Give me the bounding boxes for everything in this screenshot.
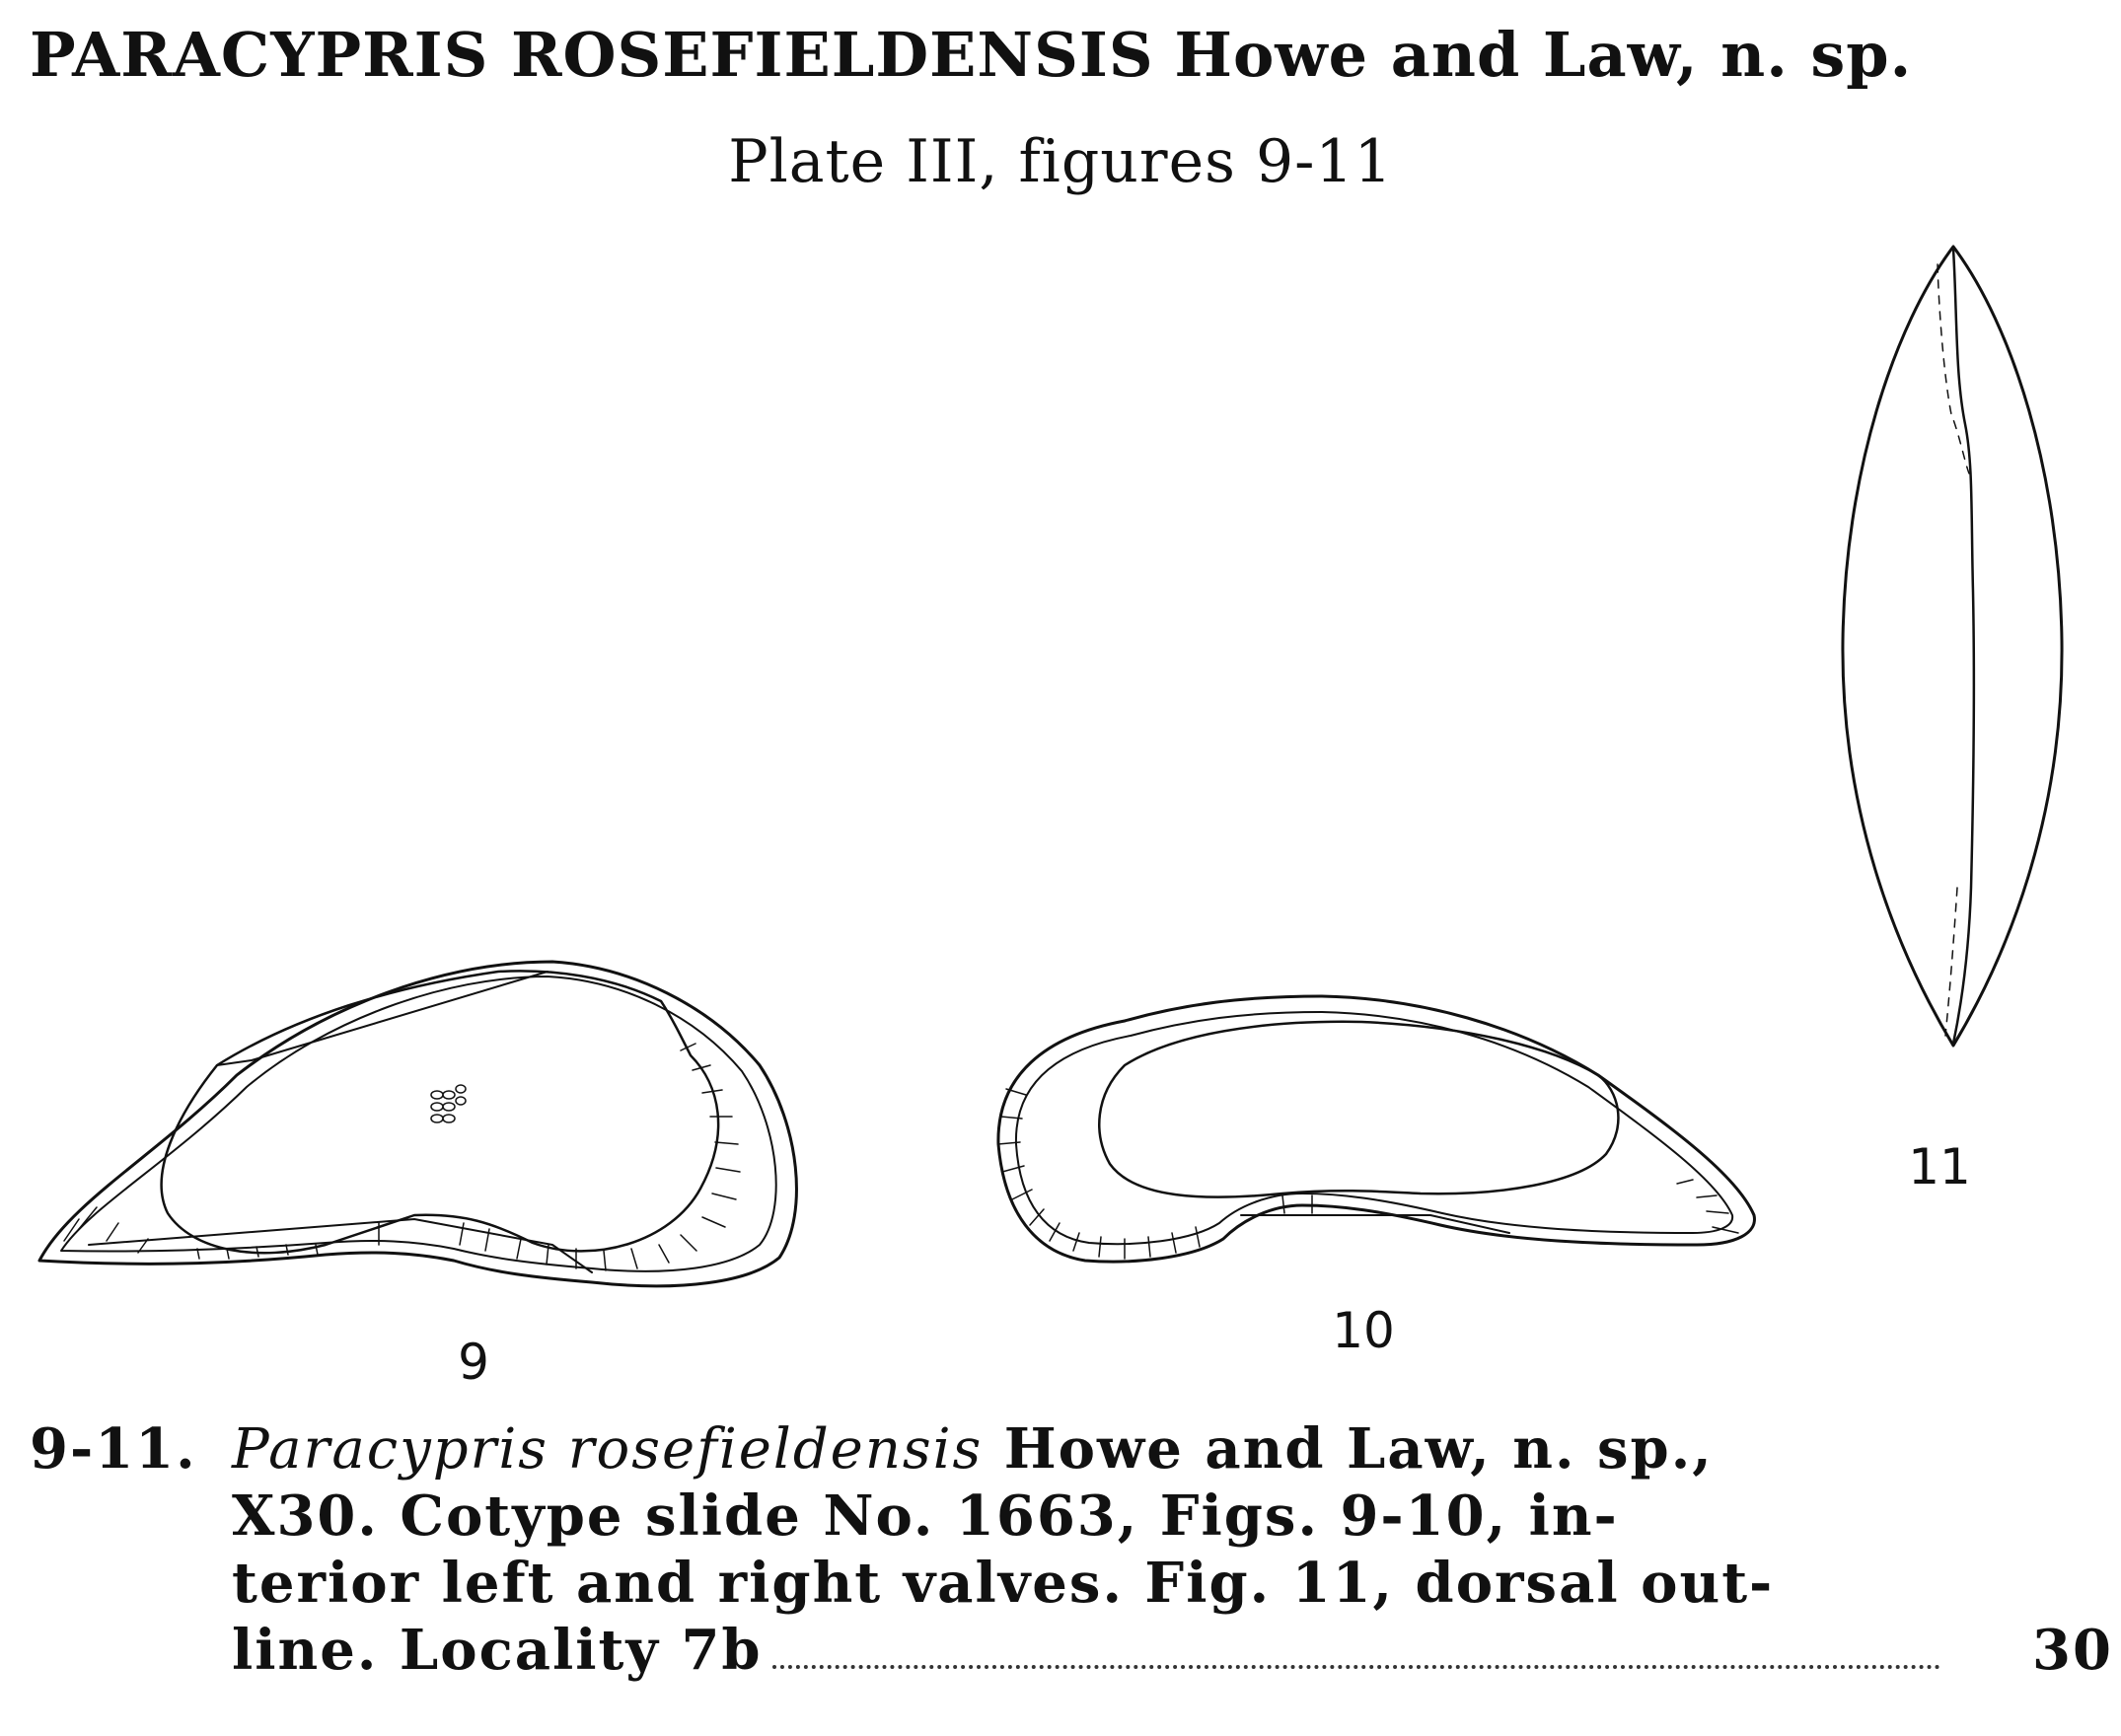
fig9-inner-margin: [61, 976, 776, 1271]
fig9-hinge-edge: [217, 972, 548, 1065]
page-number: 30: [2032, 1618, 2113, 1683]
caption-line-3: [30, 1550, 2101, 1617]
figure-9-label: 9: [458, 1334, 489, 1391]
fig9-inner-lamella: [162, 971, 718, 1253]
fig10-inner-margin: [1016, 1012, 1732, 1244]
caption-species-name: Paracypris rosefieldensis: [232, 1417, 984, 1482]
fig11-hidden-edge: [1938, 264, 1969, 473]
plate-reference: Plate III, figures 9-11: [728, 127, 1393, 196]
figure-10-label: 10: [1332, 1302, 1395, 1359]
caption-line-1: [30, 1415, 2101, 1483]
title-authority: Howe and Law, n. sp.: [1174, 19, 1913, 91]
figure-caption: [30, 1415, 2113, 1684]
fig10-outer-margin: [998, 996, 1755, 1262]
caption-line-4: [30, 1617, 2113, 1684]
fig9-muscle-scars: [431, 1085, 466, 1122]
figure-10-right-valve: [998, 996, 1755, 1262]
caption-line-2: [30, 1483, 2101, 1550]
figure-11-dorsal-outline: [1843, 247, 2062, 1046]
caption-figure-description: terior left and right valves. Fig. 11, dorsal out-: [232, 1551, 1775, 1616]
dot-leader: [772, 1664, 1940, 1669]
fig11-outer-outline: [1843, 247, 2062, 1046]
caption-locality: line. Locality 7b: [232, 1618, 763, 1683]
figure-11-label: 11: [1908, 1138, 1971, 1195]
caption-authority: Howe and Law, n. sp.,: [983, 1416, 1714, 1482]
fig10-inner-lamella: [1099, 1022, 1618, 1197]
caption-magnification-slide: X30. Cotype slide No. 1663, Figs. 9-10, in-: [232, 1483, 1619, 1549]
fig11-commissure: [1953, 249, 1974, 1044]
figure-9-left-valve: [39, 962, 796, 1286]
caption-figure-range: 9-11.: [30, 1416, 197, 1482]
fig11-ventral-hidden-edge: [1945, 888, 1957, 1036]
title-taxon: PARACYPRIS ROSEFIELDENSIS: [30, 19, 1154, 91]
